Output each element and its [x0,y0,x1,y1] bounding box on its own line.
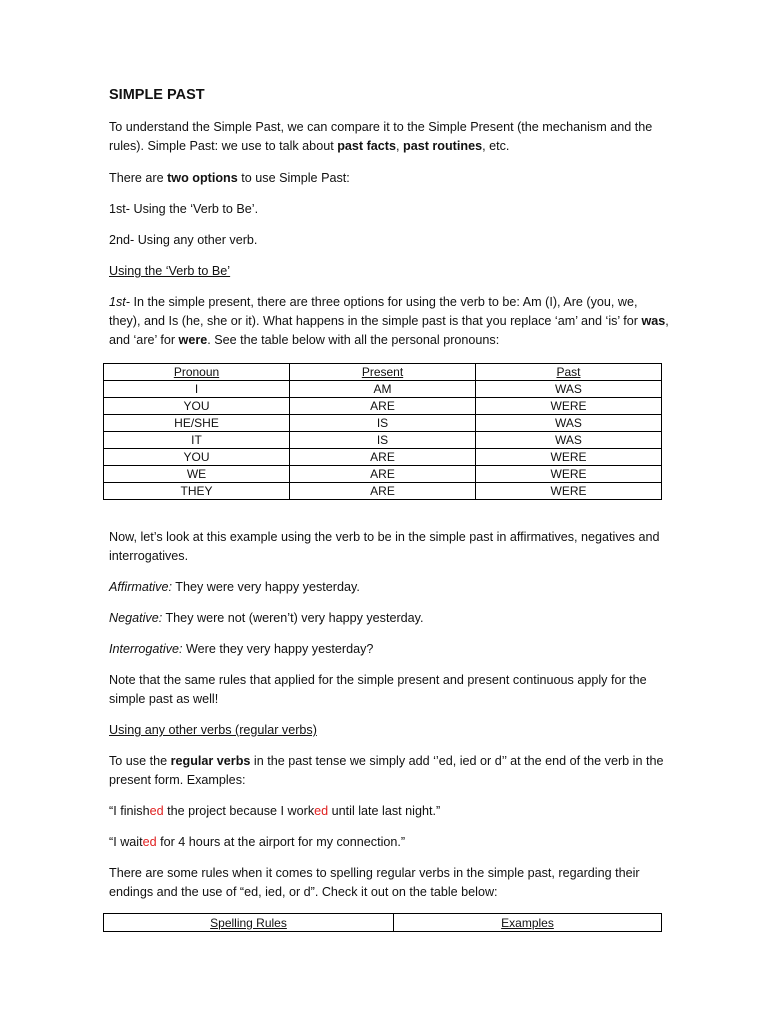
table-cell: YOU [104,449,290,466]
affirmative-text: They were very happy yesterday. [171,580,360,594]
second-option: 2nd- Using any other verb. [109,233,258,247]
spelling-intro: There are some rules when it comes to spelling regular verbs in the simple past, regarding their endings and the use of “ed, ied, or d”. Check it out on the table below: [109,866,640,899]
table-cell: THEY [104,483,290,500]
note-paragraph: Note that the same rules that applied for the simple present and present continuous apply for the simple past as well! [109,673,647,706]
table-cell: YOU [104,398,290,415]
verb-be-lead: 1st- [109,295,130,309]
table-row [104,449,662,466]
verb-be-paragraph [109,293,669,350]
verb-be-tail: . See the table below with all the personal pronouns: [207,333,500,347]
table-cell: IS [290,415,476,432]
options-text: There are [109,171,168,185]
table-cell: IS [290,432,476,449]
verb-be-bold-was: was [641,314,666,328]
options-paragraph [109,169,669,188]
table-cell: I [104,381,290,398]
table-cell: WERE [476,398,662,415]
example-sentence-2 [109,833,669,852]
table-cell: WAS [476,432,662,449]
example1-part: the project because I work [163,804,315,818]
header-cell: Examples [394,914,662,932]
interrogative-label: Interrogative: [109,642,183,656]
intro-bold-past-facts: past facts [337,139,396,153]
intro-bold-past-routines: past routines [403,139,483,153]
affirmative-example [109,578,669,597]
example2-part: for 4 hours at the airport for my connection.” [156,835,406,849]
verb-be-bold-were: were [178,333,208,347]
pronoun-table [103,363,662,500]
options-tail: to use Simple Past: [237,171,350,185]
example-intro: Now, let’s look at this example using the verb to be in the simple past in affirmatives, negatives and interrogatives. [109,530,660,563]
table-cell: AM [290,381,476,398]
interrogative-example [109,640,669,659]
table-cell: ARE [290,466,476,483]
example2-suffix: ed [142,835,157,849]
intro-text: To understand the Simple Past, we can compare it to the Simple Present (the mechanism and the rules). Simple Past: we use to talk about [109,120,653,153]
example1-suffix: ed [314,804,329,818]
example1-part: “I finish [109,804,150,818]
table-cell: ARE [290,483,476,500]
interrogative-text: Were they very happy yesterday? [182,642,374,656]
table-cell: ARE [290,398,476,415]
negative-label: Negative: [109,611,163,625]
table-row [104,381,662,398]
intro-comma: , [396,139,403,153]
page-title: SIMPLE PAST [109,87,205,103]
table-row [104,483,662,500]
header-cell: Spelling Rules [104,914,394,932]
regular-text: To use the [109,754,171,768]
table-cell: WERE [476,466,662,483]
heading-regular-verbs: Using any other verbs (regular verbs) [109,723,317,737]
example2-part: “I wait [109,835,143,849]
spelling-table [103,913,662,932]
table-row [104,398,662,415]
affirmative-label: Affirmative: [109,580,172,594]
verb-be-text-2: , and ‘are’ for [109,314,669,347]
header-cell: Pronoun [104,364,290,381]
table-row [104,432,662,449]
regular-verbs-paragraph [109,752,669,790]
header-cell: Present [290,364,476,381]
heading-verb-be: Using the ‘Verb to Be’ [109,264,231,278]
table-cell: WERE [476,449,662,466]
table-row [104,466,662,483]
intro-paragraph [109,118,669,156]
example1-suffix: ed [149,804,164,818]
table-cell: WAS [476,381,662,398]
table-cell: IT [104,432,290,449]
example1-part: until late last night.” [328,804,441,818]
regular-tail: in the past tense we simply add ‘’ed, ied or d’’ at the end of the verb in the present form. Examples: [109,754,664,787]
table-cell: WERE [476,483,662,500]
table-cell: HE/SHE [104,415,290,432]
intro-tail: , etc. [482,139,510,153]
table-cell: WAS [476,415,662,432]
verb-be-text: In the simple present, there are three options for using the verb to be: Am (I), Are (you, we, they), and Is (he, she or it). What happens in the simple past is that you replace ‘am’ and ‘is’ for [109,295,642,328]
table-row [104,415,662,432]
spelling-table-header [104,914,662,932]
options-bold: two options [167,171,238,185]
negative-text: They were not (weren’t) very happy yesterday. [162,611,424,625]
pronoun-table-header [104,364,662,381]
table-cell: ARE [290,449,476,466]
negative-example [109,609,669,628]
example-sentence-1 [109,802,669,821]
header-cell: Past [476,364,662,381]
regular-bold: regular verbs [170,754,251,768]
first-option: 1st- Using the ‘Verb to Be’. [109,202,259,216]
table-cell: WE [104,466,290,483]
